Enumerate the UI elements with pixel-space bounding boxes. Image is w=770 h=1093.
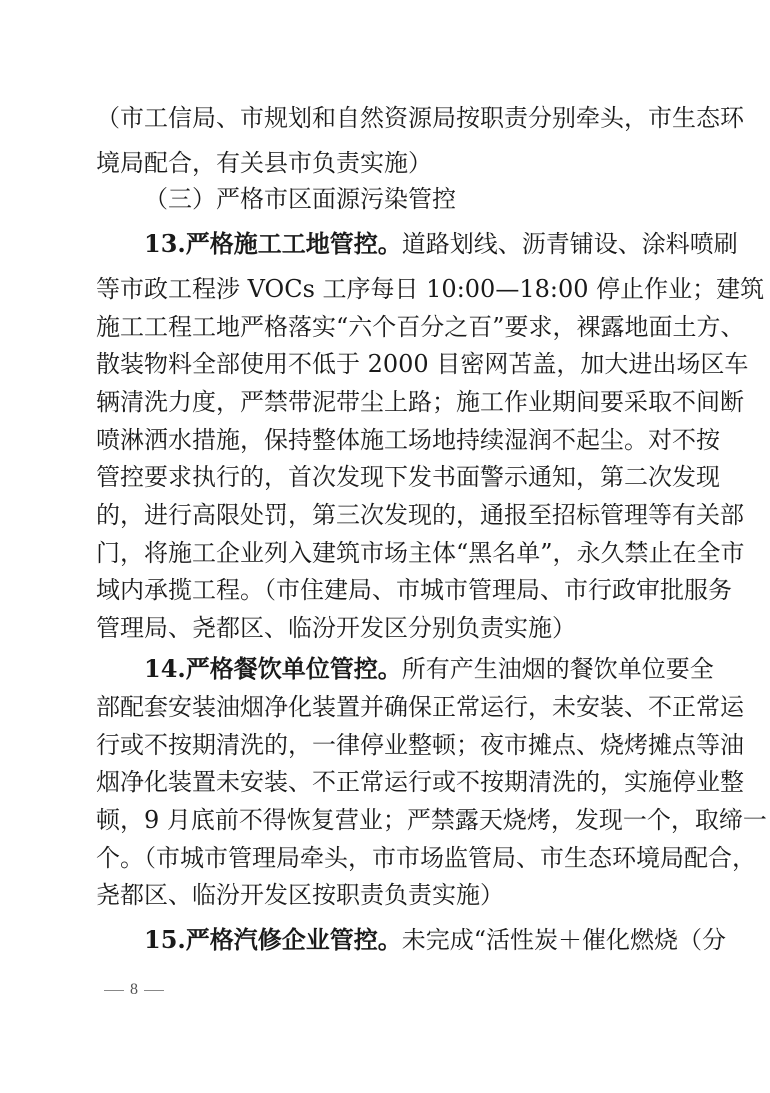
- text-line: 部配套安装油烟净化装置并确保正常运行，未安装、不正常运: [96, 693, 744, 721]
- item-title: 14.严格餐饮单位管控。: [144, 654, 402, 683]
- text-line: 等市政工程涉 VOCs 工序每日 10:00—18:00 停止作业；建筑: [96, 275, 765, 303]
- text-line: 喷淋洒水措施，保持整体施工场地持续湿润不起尘。对不按: [96, 426, 720, 454]
- item-heading-line: 14.严格餐饮单位管控。所有产生油烟的餐饮单位要全: [144, 654, 714, 683]
- section-heading: （三）严格市区面源污染管控: [144, 185, 456, 213]
- footer-dash-left: [104, 990, 124, 991]
- text-line: 施工工程工地严格落实“六个百分之百”要求，裸露地面土方、: [96, 313, 745, 341]
- text-line: 个。（市城市管理局牵头，市市场监管局、市生态环境局配合，: [96, 844, 756, 872]
- footer-dash-right: [144, 990, 164, 991]
- item-title: 15.严格汽修企业管控。: [144, 925, 402, 954]
- page-number: 8: [130, 981, 138, 998]
- item-heading-line: 15.严格汽修企业管控。未完成“活性炭＋催化燃烧（分: [144, 925, 727, 954]
- text-line: 管控要求执行的，首次发现下发书面警示通知，第二次发现: [96, 463, 720, 491]
- text-line: 的，进行高限处罚，第三次发现的，通报至招标管理等有关部: [96, 501, 744, 529]
- text-line: 辆清洗力度，严禁带泥带尘上路；施工作业期间要采取不间断: [96, 388, 744, 416]
- page-footer: [98, 978, 170, 1002]
- text-line: 境局配合，有关县市负责实施）: [96, 149, 432, 177]
- text-line: （市工信局、市规划和自然资源局按职责分别牵头，市生态环: [96, 104, 744, 132]
- text-line: 管理局、尧都区、临汾开发区分别负责实施）: [96, 614, 576, 642]
- text-line: 尧都区、临汾开发区按职责负责实施）: [96, 881, 504, 909]
- text-line: 顿，9 月底前不得恢复营业；严禁露天烧烤，发现一个，取缔一: [96, 806, 767, 834]
- text-line: 域内承揽工程。（市住建局、市城市管理局、市行政审批服务: [96, 576, 732, 604]
- text-line: 门，将施工企业列入建筑市场主体“黑名单”，永久禁止在全市: [96, 539, 745, 567]
- text-line: 行或不按期清洗的，一律停业整顿；夜市摊点、烧烤摊点等油: [96, 731, 744, 759]
- item-title: 13.严格施工工地管控。: [144, 229, 402, 258]
- text-line: 散装物料全部使用不低于 2000 目密网苫盖，加大进出场区车: [96, 350, 749, 378]
- text-line: 烟净化装置未安装、不正常运行或不按期清洗的，实施停业整: [96, 768, 744, 796]
- item-heading-line: 13.严格施工工地管控。道路划线、沥青铺设、涂料喷刷: [144, 229, 738, 258]
